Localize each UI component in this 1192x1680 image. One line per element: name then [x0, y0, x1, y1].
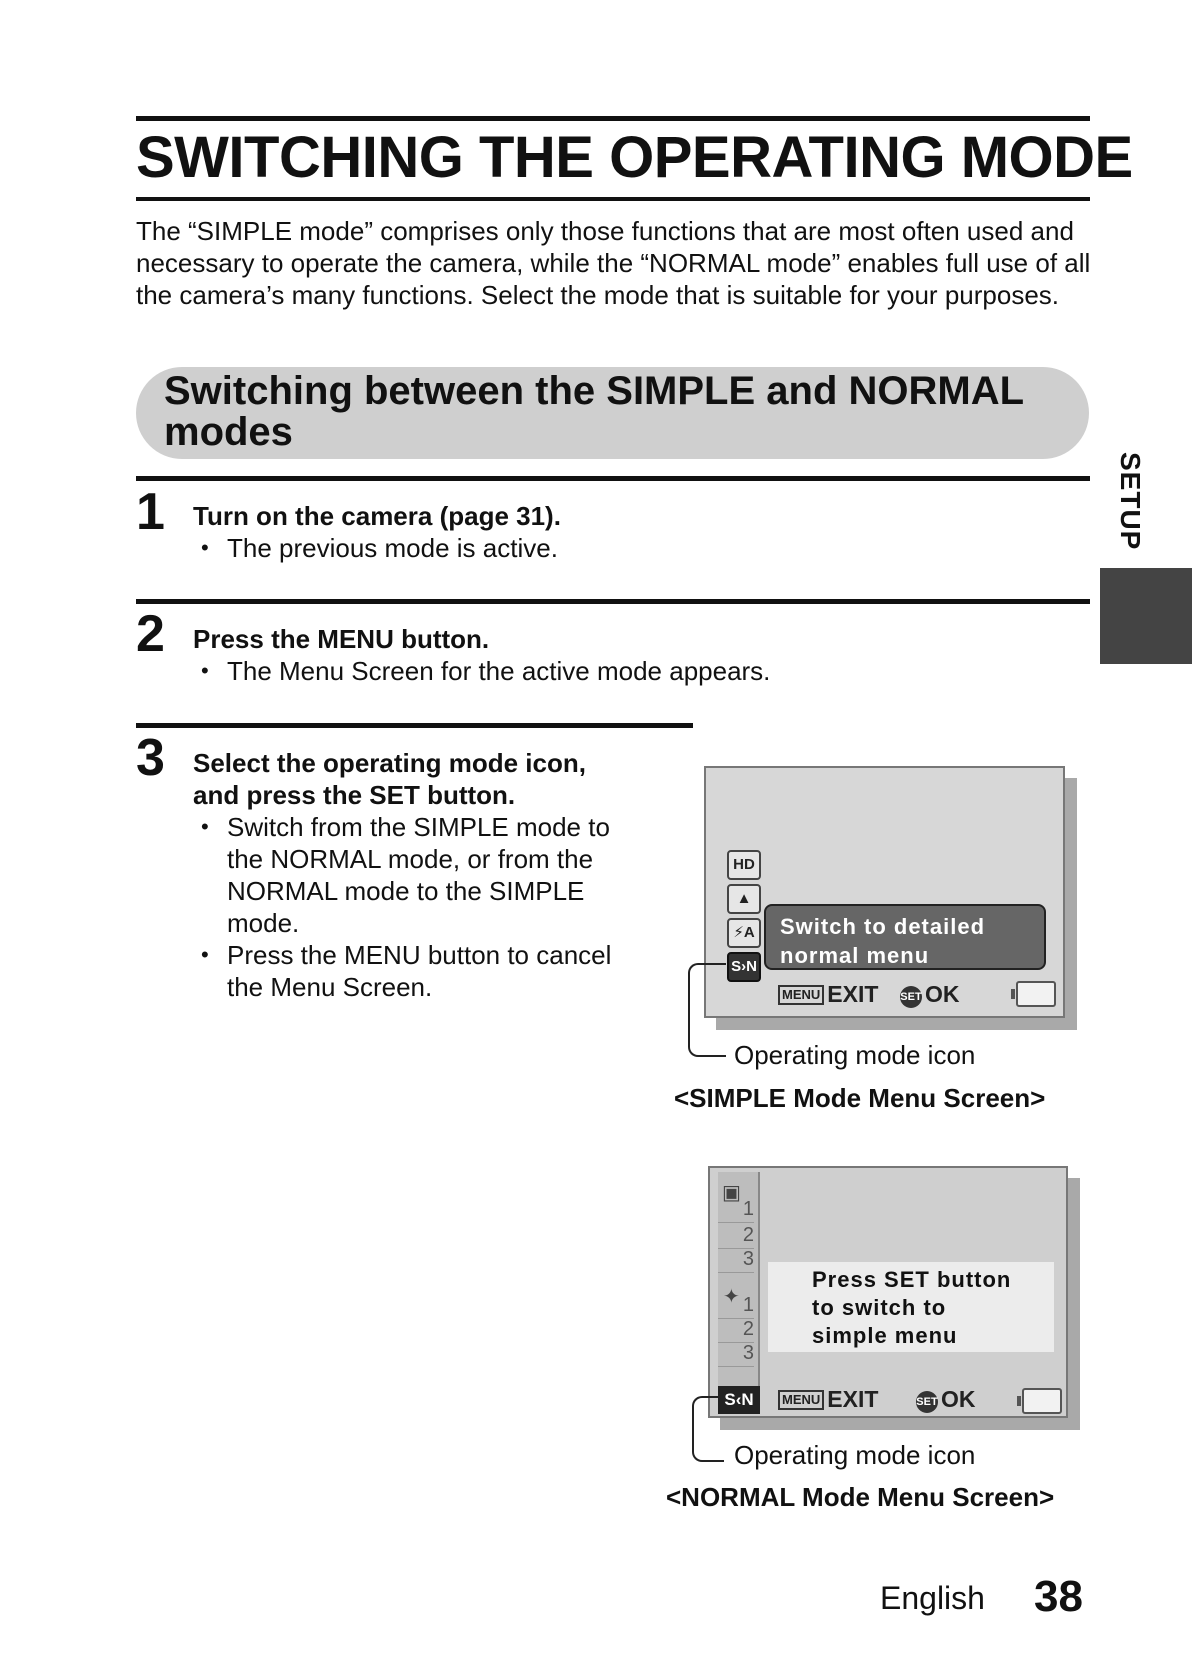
side-number: 1 [718, 1198, 754, 1223]
side-number: 3 [718, 1342, 754, 1367]
wrench-icon: ✦ [723, 1286, 740, 1308]
simple-callout-line [688, 963, 726, 1057]
section-header [136, 367, 1089, 459]
battery-icon [1016, 981, 1056, 1007]
ok-hint [916, 1386, 976, 1413]
simple-mode-screen [704, 766, 1065, 1018]
page-number: 38 [1034, 1572, 1083, 1621]
ok-label: OK [925, 981, 960, 1007]
popup-line-1: Press SET button [812, 1267, 1012, 1292]
step-2-rule [136, 599, 1090, 604]
camera-icon: ▣ [722, 1182, 741, 1204]
step-2-bullet: • The Menu Screen for the active mode appears. [193, 655, 1053, 687]
popup-line-3: simple menu [812, 1323, 958, 1348]
normal-mode-screen [708, 1166, 1068, 1418]
side-number: 3 [718, 1248, 754, 1273]
step-3-bullet: • Press the MENU button to cancel the Menu Screen. [193, 939, 623, 1003]
page-title: SWITCHING THE OPERATING MODE [136, 125, 1133, 190]
scene-icon[interactable]: ▲ [727, 884, 761, 914]
simple-popup [764, 904, 1046, 970]
exit-hint [778, 981, 878, 1008]
step-3-bullet: • Switch from the SIMPLE mode to the NORMAL mode, or from the NORMAL mode to the SIMPLE mode. [193, 811, 623, 939]
menu-key-icon: MENU [778, 985, 824, 1005]
step-2-heading: Press the MENU button. [193, 624, 490, 654]
step-1-bullets [193, 532, 1053, 564]
ok-hint [900, 981, 960, 1008]
side-tab-marker [1100, 568, 1192, 664]
step-3-heading-line-2: and press the SET button. [193, 780, 516, 810]
normal-screen-caption: <NORMAL Mode Menu Screen> [666, 1482, 1055, 1512]
ok-label: OK [941, 1386, 976, 1412]
simple-screen-caption: <SIMPLE Mode Menu Screen> [674, 1083, 1046, 1113]
step-3-bullets [193, 811, 623, 1003]
side-number: 2 [718, 1318, 754, 1343]
popup-line-2: to switch to [812, 1295, 947, 1320]
exit-hint [778, 1386, 878, 1413]
section-title: Switching between the SIMPLE and NORMAL modes [164, 369, 1024, 454]
step-2-number: 2 [136, 605, 165, 663]
set-key-icon: SET [900, 986, 922, 1008]
step-3-heading-line-1: Select the operating mode icon, [193, 748, 586, 778]
exit-label: EXIT [827, 981, 879, 1007]
normal-callout-label: Operating mode icon [734, 1440, 976, 1470]
side-number: 1 [718, 1294, 754, 1319]
operating-mode-icon[interactable]: S‹N [718, 1386, 760, 1414]
step-3-rule [136, 723, 693, 728]
normal-callout-line [692, 1396, 724, 1462]
set-key-icon: SET [916, 1391, 938, 1413]
step-1-bullet: • The previous mode is active. [193, 532, 1053, 564]
hd-icon[interactable]: HD [727, 850, 761, 880]
flash-icon[interactable]: ⚡A [727, 918, 761, 948]
side-number: 2 [718, 1224, 754, 1249]
operating-mode-icon[interactable]: S›N [727, 952, 761, 982]
step-1-number: 1 [136, 483, 165, 541]
menu-key-icon: MENU [778, 1390, 824, 1410]
popup-line-2: normal menu [780, 943, 930, 968]
battery-icon [1022, 1388, 1062, 1414]
popup-line-1: Switch to detailed [780, 914, 986, 939]
simple-callout-label: Operating mode icon [734, 1040, 976, 1070]
intro-paragraph: The “SIMPLE mode” comprises only those functions that are most often used and necessary to operate the camera, while the “NORMAL mode” enables full use of all the camera’s many functions. Select the mode that is suitable for your purposes. [136, 216, 1091, 310]
step-3-number: 3 [136, 729, 165, 787]
normal-popup [768, 1262, 1054, 1352]
step-1-heading: Turn on the camera (page 31). [193, 501, 561, 531]
title-top-rule [136, 116, 1090, 121]
title-bottom-rule [136, 197, 1090, 201]
step-2-bullets [193, 655, 1053, 687]
footer-language: English [880, 1580, 985, 1616]
side-tab-label: SETUP [1115, 452, 1146, 551]
normal-side-bar [718, 1172, 760, 1412]
exit-label: EXIT [827, 1386, 879, 1412]
step-1-rule [136, 476, 1090, 481]
